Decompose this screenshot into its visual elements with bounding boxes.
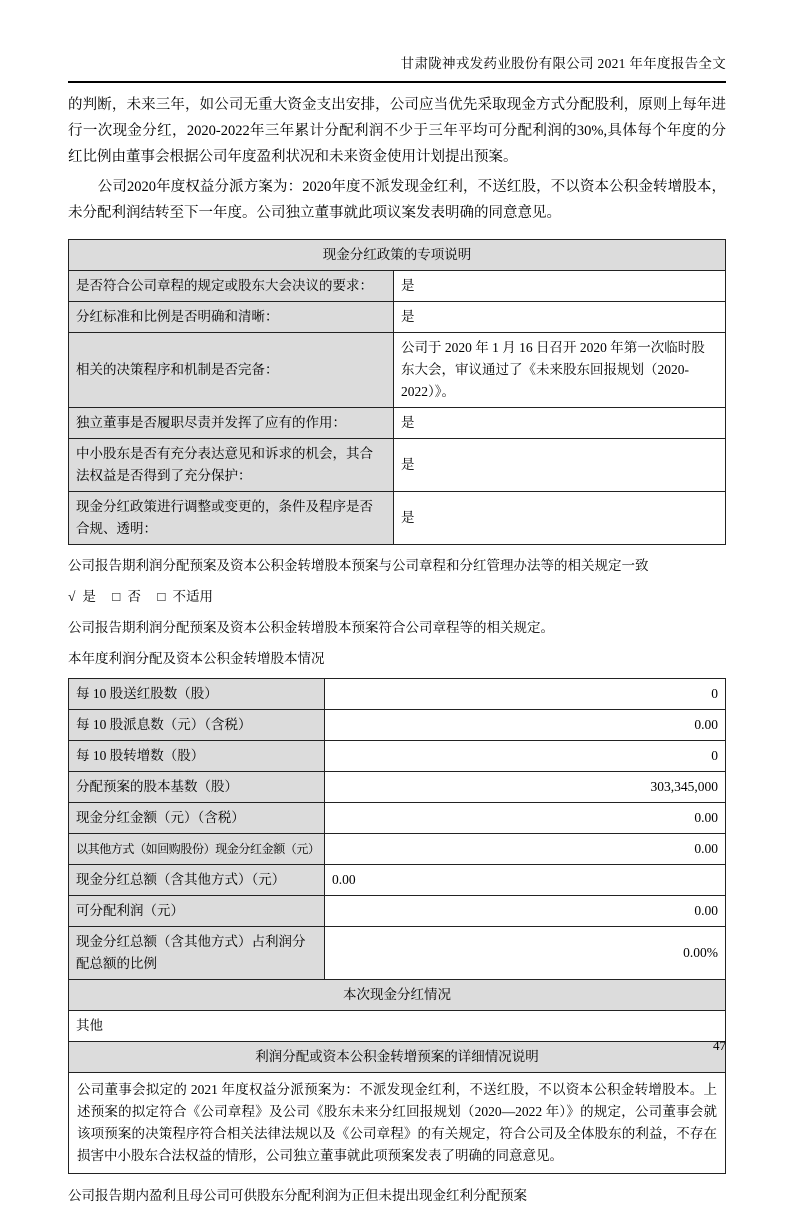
table-row [69, 772, 726, 803]
dist-row-value: 0 [325, 741, 726, 772]
paragraph-dividend-policy: 的判断，未来三年，如公司无重大资金支出安排，公司应当优先采取现金方式分配股利，原则上每年进行一次现金分红，2020-2022年三年累计分配利润不少于三年平均可分配利润的30%,具体每个年度的分红比例由董事会根据公司年度盈利状况和未来资金使用计划提出预案。 [68, 97, 726, 165]
dist-row-label: 每 10 股派息数（元）（含税） [69, 710, 325, 741]
dist-row-label: 每 10 股送红股数（股） [69, 679, 325, 710]
detail-section-header: 利润分配或资本公积金转增预案的详细情况说明 [69, 1042, 726, 1073]
table-row [69, 710, 726, 741]
checkbox-label: 否 [127, 589, 141, 604]
table-row [69, 333, 726, 408]
statement-no-dividend-proposal: 公司报告期内盈利且母公司可供股东分配利润为正但未提出现金红利分配预案 [68, 1188, 527, 1203]
dist-row-value: 0.00 [325, 834, 726, 865]
policy-row-value: 是 [394, 302, 726, 333]
dist-row-label: 可分配利润（元） [69, 896, 325, 927]
table-row [69, 271, 726, 302]
unchecked-box-icon: □ [112, 589, 121, 604]
section-header-row [69, 1042, 726, 1073]
policy-row-label: 分红标准和比例是否明确和清晰： [69, 302, 394, 333]
dist-row-label: 以其他方式（如回购股份）现金分红金额（元） [69, 834, 325, 865]
detail-paragraph: 公司董事会拟定的 2021 年度权益分派预案为：不派发现金红利，不送红股，不以资本公积金转增股本。上述预案的拟定符合《公司章程》及公司《股东未来分红回报规划（2020—2022 年）》的规定，公司董事会就该项预案的决策程序符合相关法律法规以及《公司章程》的有关规定，符合公司及全体股东的利益，不存在损害中小股东合法权益的情形，公司独立董事就此项预案发表了明确的同意意见。 [69, 1073, 726, 1174]
section-caption: 本年度利润分配及资本公积金转增股本情况 [68, 651, 325, 666]
table-row [69, 439, 726, 492]
table-row [69, 741, 726, 772]
checkbox-label: 是 [82, 589, 96, 604]
paragraph-2020-plan: 公司2020年度权益分派方案为：2020年度不派发现金红利，不送红股，不以资本公积金转增股本，未分配利润结转至下一年度。公司独立董事就此项议案发表明确的同意意见。 [68, 179, 726, 221]
table-row [69, 1073, 726, 1174]
dist-row-label: 现金分红金额（元）（含税） [69, 803, 325, 834]
dist-row-label: 现金分红总额（含其他方式）（元） [69, 865, 325, 896]
page-header [68, 0, 726, 83]
policy-row-label: 相关的决策程序和机制是否完备： [69, 333, 394, 408]
policy-table-title: 现金分红政策的专项说明 [69, 240, 726, 271]
table-row [69, 803, 726, 834]
statement-compliance: 公司报告期利润分配预案及资本公积金转增股本预案符合公司章程等的相关规定。 [68, 620, 554, 635]
table-row [69, 1011, 726, 1042]
dist-row-label: 分配预案的股本基数（股） [69, 772, 325, 803]
dist-row-value: 0 [325, 679, 726, 710]
table-row [69, 492, 726, 545]
statement-consistency: 公司报告期利润分配预案及资本公积金转增股本预案与公司章程和分红管理办法等的相关规定一致 [68, 558, 649, 573]
policy-row-label: 独立董事是否履职尽责并发挥了应有的作用： [69, 408, 394, 439]
policy-row-value: 是 [394, 408, 726, 439]
dist-row-label: 每 10 股转增数（股） [69, 741, 325, 772]
other-row: 其他 [69, 1011, 726, 1042]
checkbox-option-yes [68, 589, 96, 604]
table-row [69, 834, 726, 865]
table-row [69, 927, 726, 980]
policy-row-label: 是否符合公司章程的规定或股东大会决议的要求： [69, 271, 394, 302]
policy-row-value: 是 [394, 492, 726, 545]
dist-row-value: 0.00 [325, 896, 726, 927]
page-number: 47 [713, 1038, 726, 1053]
table-row [69, 679, 726, 710]
table-row [69, 302, 726, 333]
dist-row-value: 0.00% [325, 927, 726, 980]
table-row [69, 865, 726, 896]
policy-row-label: 中小股东是否有充分表达意见和诉求的机会，其合法权益是否得到了充分保护： [69, 439, 394, 492]
checked-mark-icon: √ [68, 589, 76, 604]
checkbox-label: 不适用 [172, 589, 213, 604]
dist-row-value: 303,345,000 [325, 772, 726, 803]
cash-dividend-policy-table [68, 239, 726, 545]
policy-row-value: 是 [394, 439, 726, 492]
section-header-row [69, 980, 726, 1011]
unchecked-box-icon: □ [157, 589, 166, 604]
report-title: 甘肃陇神戎发药业股份有限公司 2021 年年度报告全文 [400, 56, 726, 71]
policy-row-value: 公司于 2020 年 1 月 16 日召开 2020 年第一次临时股东大会，审议通过了《未来股东回报规划（2020-2022）》。 [394, 333, 726, 408]
policy-row-value: 是 [394, 271, 726, 302]
dist-row-value: 0.00 [325, 710, 726, 741]
policy-table-title-row [69, 240, 726, 271]
current-dividend-section-header: 本次现金分红情况 [69, 980, 726, 1011]
checkbox-option-no [112, 589, 141, 604]
dist-row-value: 0.00 [325, 865, 726, 896]
policy-row-label: 现金分红政策进行调整或变更的，条件及程序是否合规、透明： [69, 492, 394, 545]
table-row [69, 408, 726, 439]
table-row [69, 896, 726, 927]
checkbox-option-na [157, 589, 213, 604]
dist-row-label: 现金分红总额（含其他方式）占利润分配总额的比例 [69, 927, 325, 980]
dist-row-value: 0.00 [325, 803, 726, 834]
profit-distribution-table [68, 678, 726, 1174]
checkbox-line [68, 587, 726, 607]
